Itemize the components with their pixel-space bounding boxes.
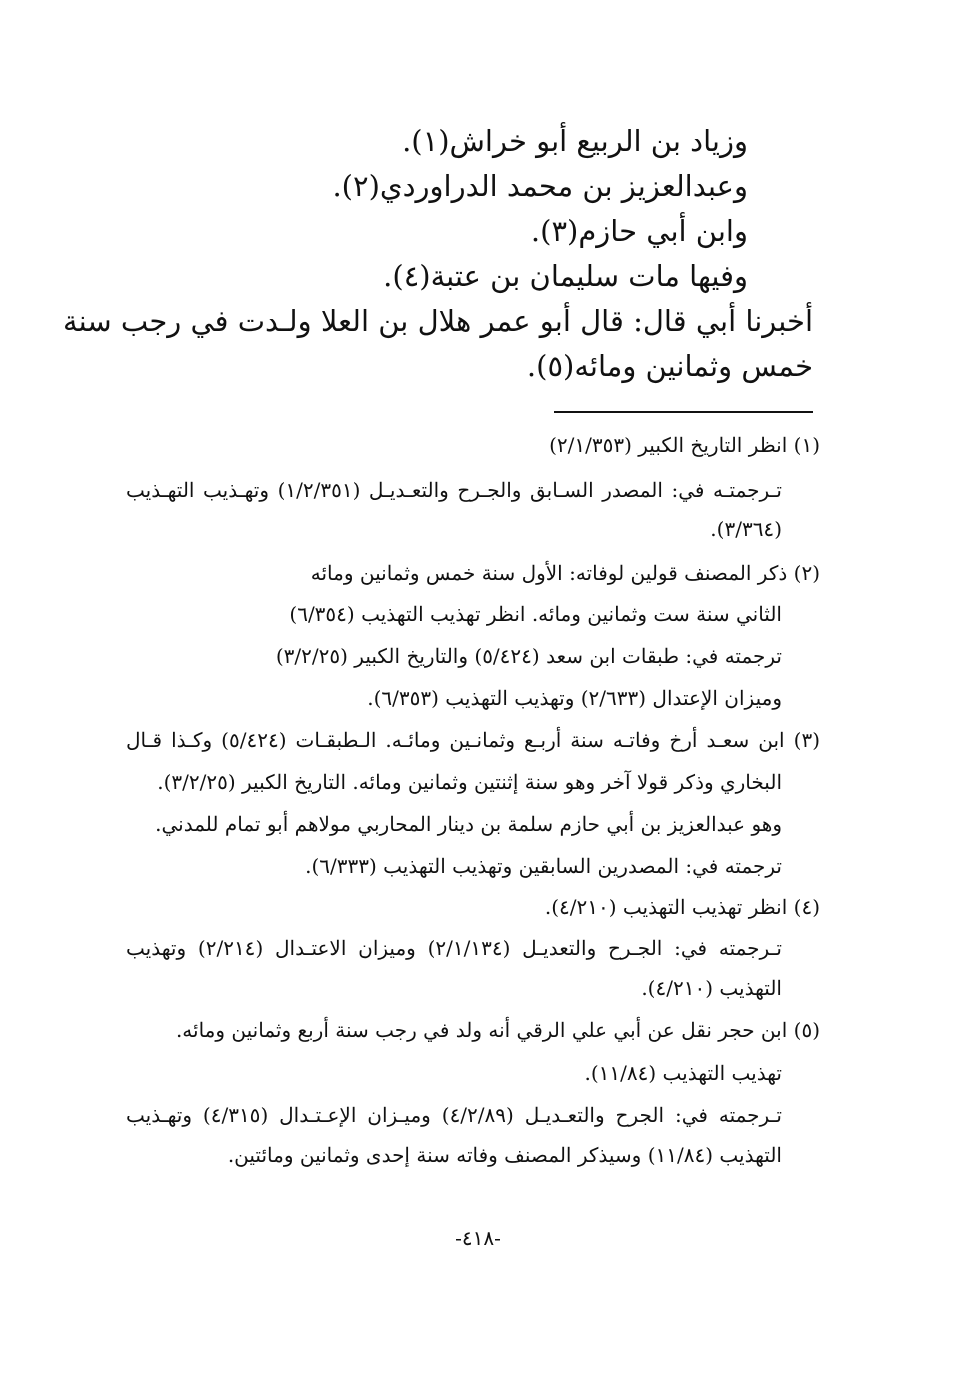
main-text-line: وزياد بن الربيع أبو خراش(١). [402,124,748,158]
footnote-line: (١) انظر التاريخ الكبير (٢/١/٣٥٣) [549,433,820,457]
footnote-line: (٤) انظر تهذيب التهذيب (٤/٢١٠). [544,895,820,919]
main-text-line: وفيها مات سليمان بن عتبة(٤). [383,259,748,293]
footnote-line: التهذيب (١١/٨٤) وسيذكر المصنف وفاته سنة إحدى وثمانين ومائتين. [227,1143,782,1167]
footnote-line: (٣/٣٦٤). [710,517,782,541]
footnote-line: (٣) ابن سعـد أرخ وفاتـه سنة أربـع وثمانـين ومائـه. الـطبقـات (٥/٤٢٤) وكـذا قـال [126,728,820,752]
footnote-line: تهذيب التهذيب (١١/٨٤). [584,1061,782,1085]
footnote-line: وهو عبدالعزيز بن أبي حازم سلمة بن دينار المحاربي مولاهم أبو تمام للمدني. [155,812,782,836]
footnote-line: الثاني سنة ست وثمانين ومائه. انظر تهذيب التهذيب (٦/٣٥٤) [289,602,782,626]
page-number: -٤١٨- [455,1226,501,1250]
footnote-line: تـرجمته في: الجـرح والتعديـل (٢/١/١٣٤) وميزان الاعتـدال (٢/٢١٤) وتهذيب [126,936,782,960]
footnote-line: ترجمته في: المصدرين السابقين وتهذيب التهذيب (٦/٣٣٣). [305,854,782,878]
footnote-line: تـرجمته في: الجرح والتعـديـل (٤/٢/٨٩) وميـزان الإعـتـدال (٤/٣١٥) وتهـذيب [126,1103,782,1127]
footnote-line: تـرجمتـه في: المصدر السـابق والجـرح والتعـديـل (١/٢/٣٥١) وتهـذيب التهـذيب [126,478,782,502]
main-text-line: وابن أبي حازم(٣). [530,214,748,248]
footnote-line: ترجمته في: طبقات ابن سعد (٥/٤٢٤) والتاريخ الكبير (٣/٢/٢٥) [275,644,782,668]
footnote-line: التهذيب (٤/٢١٠). [641,976,782,1000]
footnote-line: وميزان الإعتدال (٢/٦٣٣) وتهذيب التهذيب (٦/٣٥٣). [367,686,782,710]
footnote-line: (٥) ابن حجر نقل عن أبي علي الرقي أنه ولد في رجب سنة أربع وثمانين ومائه. [175,1018,820,1042]
footnote-separator [554,411,813,413]
footnote-line: (٢) ذكر المصنف قولين لوفاته: الأول سنة خمس وثمانين ومائه [310,561,820,585]
main-text-line: أخبرنا أبي قال: قال أبو عمر هلال بن العلا ولـدت في رجب سنة [63,304,813,338]
main-text-line: خمس وثمانين ومائه(٥). [526,349,813,383]
main-text-line: وعبدالعزيز بن محمد الدراوردي(٢). [332,169,748,203]
footnote-line: البخاري وذكر قولا آخر وهو سنة إثنتين وثمانين ومائه. التاريخ الكبير (٣/٢/٢٥). [157,770,782,794]
